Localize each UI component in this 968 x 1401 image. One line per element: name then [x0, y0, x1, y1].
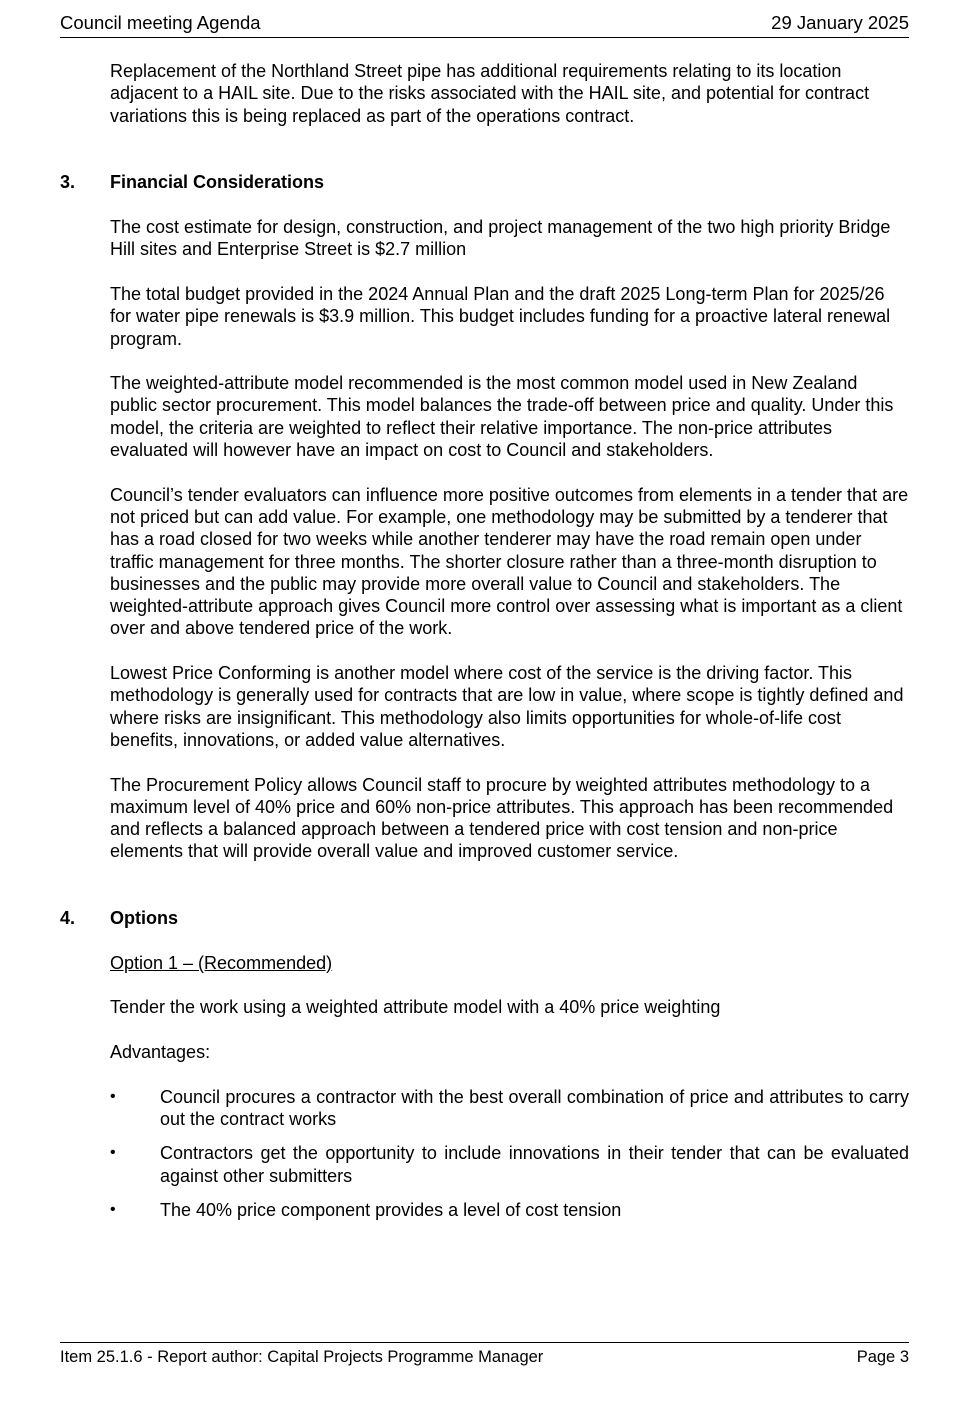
- paragraph: Council’s tender evaluators can influence more positive outcomes from elements in a tender that are not priced but can add value. For example, one methodology may be submitted by a tenderer that has a road closed for two weeks while another tenderer may have the road remain open under traffic management for three months. The shorter closure rather than a three-month disruption to businesses and the public may provide more overall value to Council and stakeholders. The weighted-attribute approach gives Council more control over assessing what is important as a client over and above tendered price of the work.: [110, 484, 909, 639]
- list-item-text: Contractors get the opportunity to include innovations in their tender that can be evaluated against other submitters: [160, 1143, 909, 1186]
- paragraph: The total budget provided in the 2024 Annual Plan and the draft 2025 Long-term Plan for 2025/26 for water pipe renewals is $3.9 million. This budget includes funding for a proactive lateral renewal program.: [110, 283, 891, 349]
- footer-author: Item 25.1.6 - Report author: Capital Projects Programme Manager: [60, 1348, 544, 1366]
- paragraph: The Procurement Policy allows Council staff to procure by weighted attributes methodology to a maximum level of 40% price and 60% non-price attributes. This approach has been recommended and reflects a balanced approach between a tendered price with cost tension and non-price elements that will provide overall value and improved customer service.: [110, 774, 894, 862]
- list-item: [110, 1199, 909, 1221]
- section-3-heading: [60, 171, 909, 193]
- page-header: [60, 11, 909, 38]
- option-description: Tender the work using a weighted attribute model with a 40% price weighting: [110, 997, 721, 1018]
- paragraph: The cost estimate for design, construction, and project management of the two high priority Bridge Hill sites and Enterprise Street is $2.7 million: [110, 217, 891, 260]
- paragraph: Lowest Price Conforming is another model where cost of the service is the driving factor. This methodology is generally used for contracts that are low in value, where scope is tightly defined and where risks are insignificant. This methodology also limits opportunities for whole-of-life cost benefits, innovations, or added value alternatives.: [110, 663, 904, 750]
- list-item-text: Council procures a contractor with the best overall combination of price and attributes to carry out the contract works: [160, 1086, 909, 1129]
- list-item-text: The 40% price component provides a level of cost tension: [160, 1199, 622, 1220]
- list-item: [110, 1142, 909, 1187]
- intro-paragraph: Replacement of the Northland Street pipe has additional requirements relating to its location adjacent to a HAIL site. Due to the risks associated with the HAIL site, and potential for contract variations this is being replaced as part of the operations contract.: [110, 61, 870, 126]
- section-4-number: 4.: [60, 908, 76, 929]
- bullet-icon: •: [110, 1144, 116, 1162]
- bullet-icon: •: [110, 1200, 116, 1218]
- page-footer: [60, 1342, 909, 1367]
- section-3-title: Financial Considerations: [110, 172, 325, 193]
- bullet-icon: •: [110, 1087, 116, 1105]
- document-body: [60, 60, 909, 1233]
- list-item: [110, 1086, 909, 1131]
- section-4-heading: [60, 907, 909, 929]
- paragraph: The weighted-attribute model recommended is the most common model used in New Zealand public sector procurement. This model balances the trade-off between price and quality. Under this model, the criteria are weighted to reflect their relative importance. The non-price attributes evaluated will however have an impact on cost to Council and stakeholders.: [110, 373, 894, 461]
- header-title: Council meeting Agenda: [60, 12, 261, 33]
- header-date: 29 January 2025: [771, 12, 909, 33]
- section-4-title: Options: [110, 908, 178, 929]
- section-3-number: 3.: [60, 172, 76, 193]
- option-heading: Option 1 – (Recommended): [110, 952, 333, 973]
- advantages-list: [110, 1086, 909, 1221]
- advantages-label: Advantages:: [110, 1042, 211, 1063]
- page-number: Page 3: [856, 1348, 909, 1366]
